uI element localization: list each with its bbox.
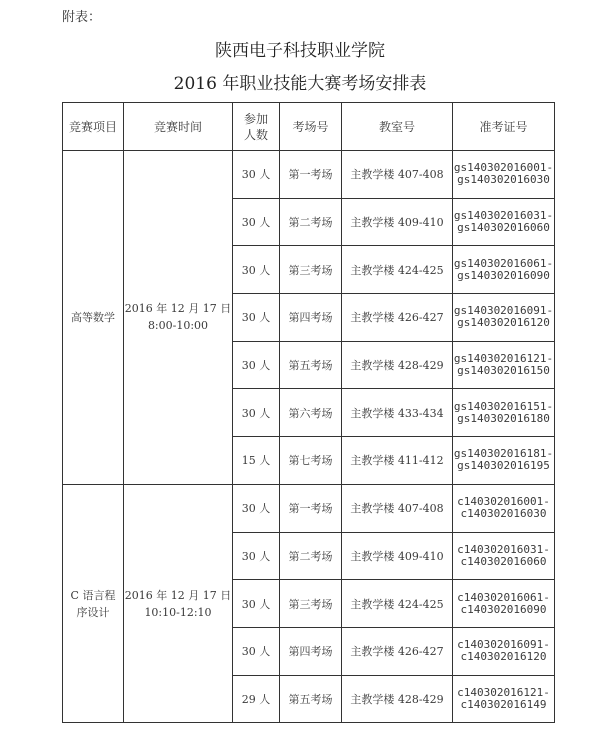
participant-count-cell: 29 人 <box>233 675 280 723</box>
header-participant-count <box>233 103 280 151</box>
ticket-from: gs140302016121- <box>453 352 554 366</box>
ticket-from: c140302016061- <box>457 590 550 604</box>
classroom-cell: 主教学楼 426-427 <box>342 294 453 342</box>
classroom-cell: 主教学楼 409-410 <box>342 198 453 246</box>
ticket-range-cell <box>453 341 555 389</box>
ticket-to: gs140302016060 <box>457 221 550 235</box>
classroom-cell: 主教学楼 407-408 <box>342 484 453 532</box>
subject-line1: C 语言程 <box>70 588 116 602</box>
participant-count-cell: 30 人 <box>233 341 280 389</box>
header-count-line2: 人数 <box>243 127 268 142</box>
classroom-cell: 主教学楼 424-425 <box>342 246 453 294</box>
ticket-from: gs140302016181- <box>453 447 554 461</box>
classroom-cell: 主教学楼 428-429 <box>342 341 453 389</box>
ticket-to: c140302016120 <box>460 650 547 664</box>
classroom-cell: 主教学楼 428-429 <box>342 675 453 723</box>
exam-date: 2016 年 12 月 17 日 <box>124 302 232 316</box>
exam-room-cell: 第五考场 <box>280 675 342 723</box>
classroom-cell: 主教学楼 409-410 <box>342 532 453 580</box>
ticket-range-cell <box>453 580 555 628</box>
classroom-cell: 主教学楼 426-427 <box>342 627 453 675</box>
classroom-cell: 主教学楼 424-425 <box>342 580 453 628</box>
header-exam-room: 考场号 <box>280 103 342 151</box>
ticket-range-cell <box>453 246 555 294</box>
ticket-to: gs140302016030 <box>457 173 550 187</box>
exam-room-cell: 第三考场 <box>280 580 342 628</box>
participant-count-cell: 30 人 <box>233 389 280 437</box>
ticket-to: gs140302016090 <box>457 268 550 282</box>
participant-count-cell: 30 人 <box>233 198 280 246</box>
subject-line2: 序设计 <box>76 605 110 619</box>
subject-line1: 高等数学 <box>71 310 115 324</box>
ticket-range-cell <box>453 484 555 532</box>
exam-room-cell: 第六考场 <box>280 389 342 437</box>
table-row <box>63 151 555 199</box>
exam-room-cell: 第四考场 <box>280 294 342 342</box>
participant-count-cell: 30 人 <box>233 151 280 199</box>
exam-room-cell: 第四考场 <box>280 627 342 675</box>
header-subject: 竞赛项目 <box>63 103 124 151</box>
ticket-from: c140302016121- <box>457 685 550 699</box>
ticket-range-cell <box>453 151 555 199</box>
exam-date: 2016 年 12 月 17 日 <box>124 588 232 602</box>
exam-time: 8:00-10:00 <box>147 319 209 333</box>
header-classroom: 教室号 <box>342 103 453 151</box>
ticket-to: c140302016090 <box>460 602 547 616</box>
exam-room-cell: 第二考场 <box>280 532 342 580</box>
ticket-from: c140302016091- <box>457 638 550 652</box>
time-cell <box>124 151 233 485</box>
ticket-from: gs140302016031- <box>453 209 554 223</box>
table-header-row <box>63 103 555 151</box>
header-count-line1: 参加 <box>243 111 268 126</box>
document-title-schedule: 2016 年职业技能大赛考场安排表 <box>173 74 427 94</box>
participant-count-cell: 15 人 <box>233 437 280 485</box>
exam-room-cell: 第七考场 <box>280 437 342 485</box>
ticket-range-cell <box>453 532 555 580</box>
ticket-to: gs140302016195 <box>457 459 550 473</box>
ticket-from: gs140302016091- <box>453 304 554 318</box>
ticket-from: gs140302016151- <box>453 399 554 413</box>
ticket-from: c140302016001- <box>457 495 550 509</box>
ticket-to: gs140302016120 <box>457 316 550 330</box>
document-title-institution: 陕西电子科技职业学院 <box>215 41 385 61</box>
ticket-range-cell <box>453 389 555 437</box>
ticket-to: c140302016149 <box>460 697 547 711</box>
subject-cell <box>63 151 124 485</box>
table-row <box>63 484 555 532</box>
ticket-from: gs140302016061- <box>453 256 554 270</box>
ticket-range-cell <box>453 198 555 246</box>
ticket-from: c140302016031- <box>457 542 550 556</box>
exam-time: 10:10-12:10 <box>144 605 212 619</box>
exam-schedule-table <box>62 102 555 723</box>
attachment-label: 附表： <box>62 10 102 25</box>
ticket-to: gs140302016150 <box>457 364 550 378</box>
exam-room-cell: 第一考场 <box>280 151 342 199</box>
participant-count-cell: 30 人 <box>233 627 280 675</box>
participant-count-cell: 30 人 <box>233 580 280 628</box>
ticket-range-cell <box>453 294 555 342</box>
ticket-range-cell <box>453 627 555 675</box>
exam-room-cell: 第五考场 <box>280 341 342 389</box>
ticket-to: gs140302016180 <box>457 411 550 425</box>
ticket-to: c140302016060 <box>460 554 547 568</box>
exam-room-cell: 第一考场 <box>280 484 342 532</box>
header-time: 竞赛时间 <box>124 103 233 151</box>
classroom-cell: 主教学楼 411-412 <box>342 437 453 485</box>
participant-count-cell: 30 人 <box>233 246 280 294</box>
ticket-range-cell <box>453 437 555 485</box>
classroom-cell: 主教学楼 407-408 <box>342 151 453 199</box>
subject-cell <box>63 484 124 722</box>
ticket-from: gs140302016001- <box>453 161 554 175</box>
header-ticket: 准考证号 <box>453 103 555 151</box>
participant-count-cell: 30 人 <box>233 294 280 342</box>
exam-room-cell: 第三考场 <box>280 246 342 294</box>
participant-count-cell: 30 人 <box>233 484 280 532</box>
participant-count-cell: 30 人 <box>233 532 280 580</box>
time-cell <box>124 484 233 722</box>
classroom-cell: 主教学楼 433-434 <box>342 389 453 437</box>
exam-room-cell: 第二考场 <box>280 198 342 246</box>
ticket-range-cell <box>453 675 555 723</box>
ticket-to: c140302016030 <box>460 507 547 521</box>
